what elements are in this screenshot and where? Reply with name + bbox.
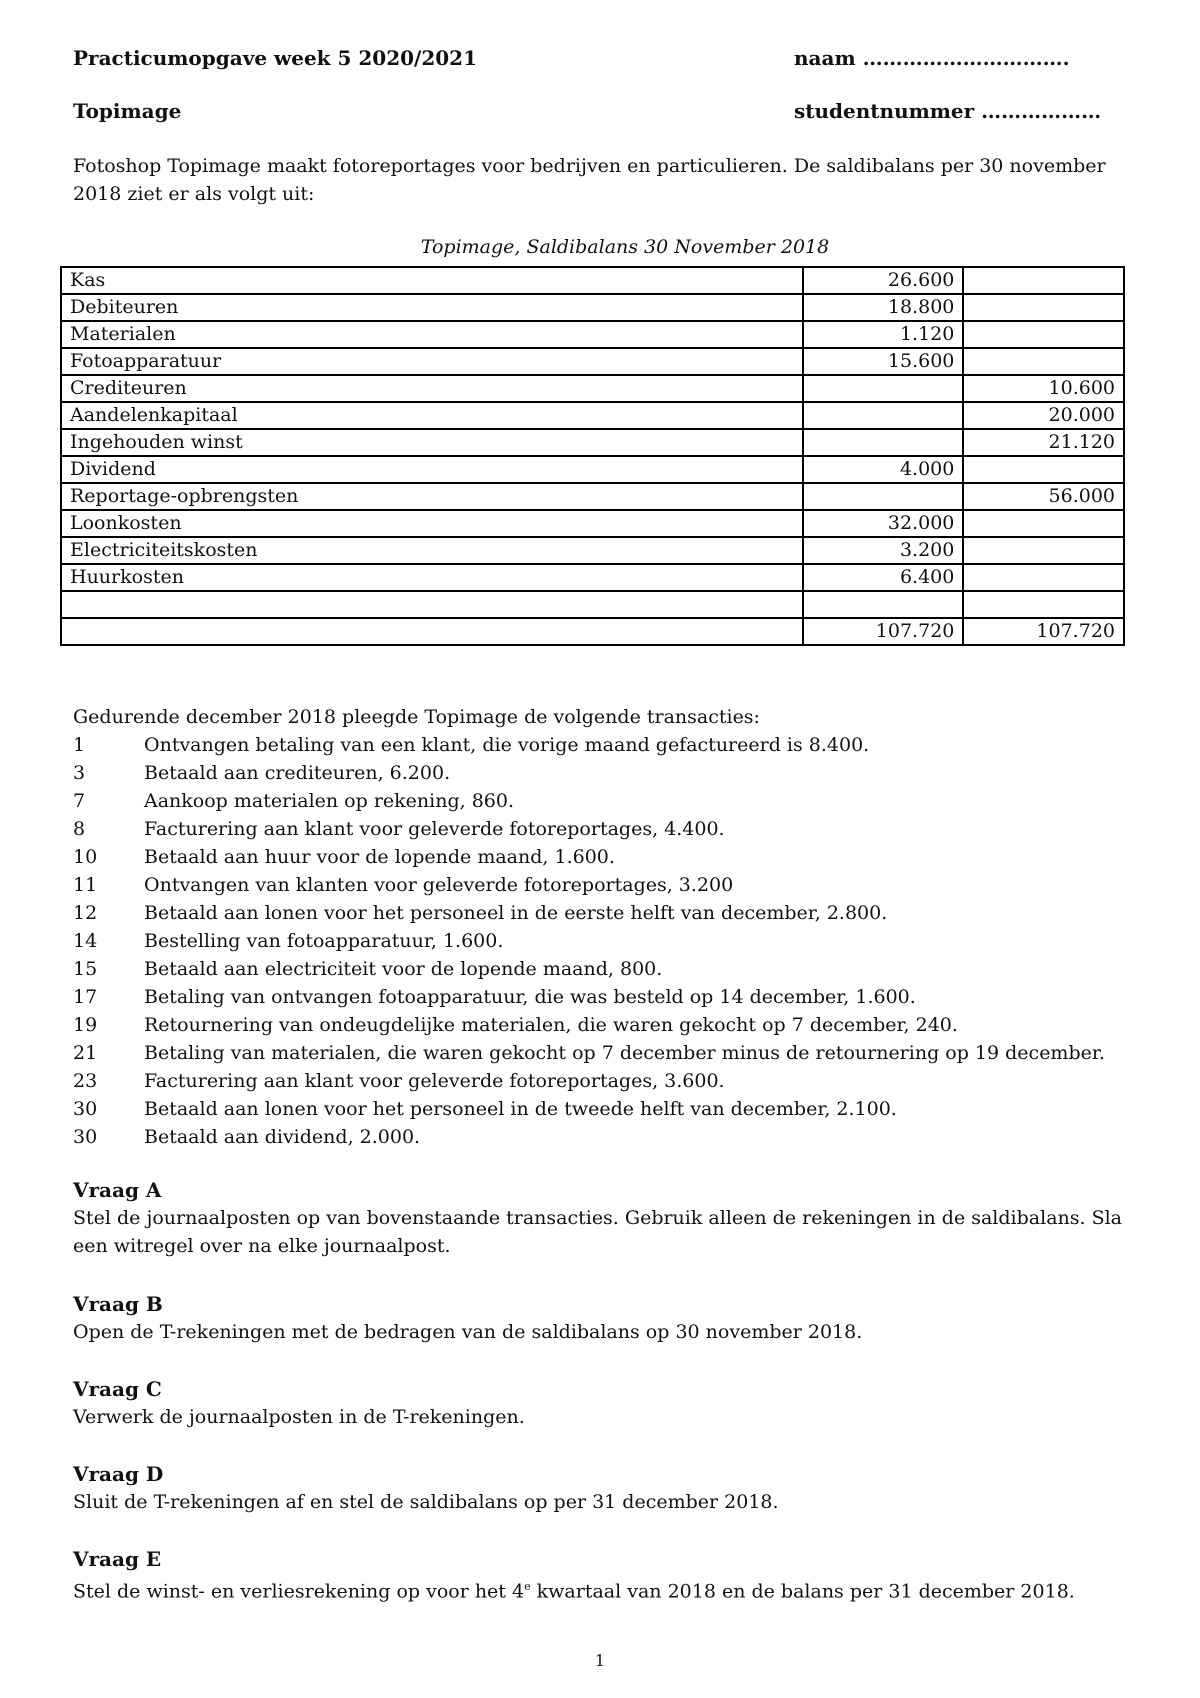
credit-cell: [963, 537, 1124, 564]
debit-cell: 3.200: [803, 537, 964, 564]
transaction-text: Betaald aan electriciteit voor de lopende maand, 800.: [144, 958, 663, 980]
transaction-day: 12: [73, 902, 98, 924]
list-item: [73, 787, 1105, 815]
debit-cell: 26.600: [803, 267, 964, 294]
table-row: [61, 402, 1124, 429]
question-d-text: Sluit de T-rekeningen af en stel de saldibalans op per 31 december 2018.: [73, 1491, 779, 1513]
transaction-text: Betaald aan crediteuren, 6.200.: [144, 762, 451, 784]
question-e-text-before: Stel de winst- en verliesrekening op voor het 4: [73, 1580, 525, 1603]
debit-cell: [803, 429, 964, 456]
list-item: [73, 731, 1105, 759]
question-d-title: Vraag D: [73, 1462, 164, 1486]
list-item: [73, 759, 1105, 787]
debit-cell: 6.400: [803, 564, 964, 591]
table-row: [61, 348, 1124, 375]
transaction-day: 7: [73, 790, 86, 812]
question-a: [73, 1176, 1133, 1260]
account-name-cell: Dividend: [61, 456, 803, 483]
table-row: [61, 564, 1124, 591]
transaction-text: Betaald aan huur voor de lopende maand, 1.600.: [144, 846, 615, 868]
balance-caption: Topimage, Saldibalans 30 November 2018: [420, 236, 830, 258]
debit-cell: [803, 375, 964, 402]
question-c: [73, 1375, 1133, 1431]
credit-cell: 21.120: [963, 429, 1124, 456]
total-debit-cell: 107.720: [803, 618, 964, 645]
list-item: [73, 899, 1105, 927]
table-row: [61, 483, 1124, 510]
list-item: [73, 1067, 1105, 1095]
list-item: [73, 815, 1105, 843]
table-row: [61, 591, 1124, 618]
transaction-text: Facturering aan klant voor geleverde fotoreportages, 4.400.: [144, 818, 725, 840]
question-a-line-1: Stel de journaalposten op van bovenstaande transacties. Gebruik alleen de rekeningen in de saldibalans. Sla: [73, 1207, 1123, 1229]
account-name-cell: Loonkosten: [61, 510, 803, 537]
account-name-cell: Debiteuren: [61, 294, 803, 321]
transaction-day: 19: [73, 1014, 98, 1036]
table-row: [61, 375, 1124, 402]
table-row: [61, 456, 1124, 483]
transaction-day: 3: [73, 762, 86, 784]
intro-paragraph: [73, 152, 1106, 208]
transaction-day: 11: [73, 874, 98, 896]
question-a-title: Vraag A: [73, 1178, 162, 1202]
credit-cell: [963, 321, 1124, 348]
transaction-day: 23: [73, 1070, 98, 1092]
transactions-list: [73, 731, 1105, 1151]
account-name-cell: [61, 591, 803, 618]
table-row: [61, 267, 1124, 294]
table-row: [61, 321, 1124, 348]
transaction-text: Betaald aan lonen voor het personeel in de tweede helft van december, 2.100.: [144, 1098, 897, 1120]
page-number: 1: [594, 1651, 606, 1670]
totals-label-cell: [61, 618, 803, 645]
credit-cell: 20.000: [963, 402, 1124, 429]
question-a-line-2: een witregel over na elke journaalpost.: [73, 1235, 451, 1257]
list-item: [73, 843, 1105, 871]
list-item: [73, 1123, 1105, 1151]
question-e-text: [73, 1573, 1133, 1605]
intro-line-1: Fotoshop Topimage maakt fotoreportages voor bedrijven en particulieren. De saldibalans per 30 november: [73, 155, 1106, 177]
list-item: [73, 1095, 1105, 1123]
table-row: [61, 429, 1124, 456]
question-b: [73, 1290, 1133, 1346]
debit-cell: 1.120: [803, 321, 964, 348]
transaction-day: 17: [73, 986, 98, 1008]
list-item: [73, 927, 1105, 955]
credit-cell: [963, 510, 1124, 537]
question-e-superscript: e: [524, 1580, 531, 1593]
transaction-day: 30: [73, 1098, 98, 1120]
transaction-text: Betaling van materialen, die waren gekocht op 7 december minus de retournering op 19 december.: [144, 1042, 1105, 1064]
question-e: [73, 1545, 1133, 1605]
account-name-cell: Ingehouden winst: [61, 429, 803, 456]
list-item: [73, 1011, 1105, 1039]
list-item: [73, 871, 1105, 899]
question-d: [73, 1460, 1133, 1516]
question-b-title: Vraag B: [73, 1292, 163, 1316]
transaction-text: Betaling van ontvangen fotoapparatuur, die was besteld op 14 december, 1.600.: [144, 986, 916, 1008]
transaction-text: Ontvangen betaling van een klant, die vorige maand gefactureerd is 8.400.: [144, 734, 870, 756]
credit-cell: [963, 591, 1124, 618]
account-name-cell: Kas: [61, 267, 803, 294]
debit-cell: 32.000: [803, 510, 964, 537]
debit-cell: 15.600: [803, 348, 964, 375]
credit-cell: [963, 294, 1124, 321]
trial-balance-table: [60, 266, 1125, 646]
account-name-cell: Fotoapparatuur: [61, 348, 803, 375]
transaction-text: Betaald aan lonen voor het personeel in de eerste helft van december, 2.800.: [144, 902, 888, 924]
document-title: Practicumopgave week 5 2020/2021: [73, 46, 478, 70]
transaction-text: Ontvangen van klanten voor geleverde fotoreportages, 3.200: [144, 874, 734, 896]
document-subtitle: Topimage: [73, 99, 182, 123]
credit-cell: [963, 348, 1124, 375]
credit-cell: [963, 456, 1124, 483]
credit-cell: [963, 564, 1124, 591]
transaction-day: 14: [73, 930, 98, 952]
account-name-cell: Electriciteitskosten: [61, 537, 803, 564]
transaction-text: Retournering van ondeugdelijke materialen, die waren gekocht op 7 december, 240.: [144, 1014, 958, 1036]
transaction-text: Bestelling van fotoapparatuur, 1.600.: [144, 930, 504, 952]
account-name-cell: Reportage-opbrengsten: [61, 483, 803, 510]
debit-cell: 18.800: [803, 294, 964, 321]
account-name-cell: Huurkosten: [61, 564, 803, 591]
list-item: [73, 983, 1105, 1011]
table-row: [61, 510, 1124, 537]
question-e-title: Vraag E: [73, 1547, 162, 1571]
question-b-text: Open de T-rekeningen met de bedragen van de saldibalans op 30 november 2018.: [73, 1321, 863, 1343]
debit-cell: [803, 483, 964, 510]
list-item: [73, 1039, 1105, 1067]
name-field-label: naam ………………………….: [794, 46, 1070, 70]
table-row: [61, 537, 1124, 564]
debit-cell: 4.000: [803, 456, 964, 483]
transactions-intro: Gedurende december 2018 pleegde Topimage de volgende transacties:: [73, 706, 760, 728]
transaction-text: Aankoop materialen op rekening, 860.: [144, 790, 515, 812]
table-row: [61, 294, 1124, 321]
debit-cell: [803, 402, 964, 429]
transaction-text: Facturering aan klant voor geleverde fotoreportages, 3.600.: [144, 1070, 725, 1092]
transaction-day: 1: [73, 734, 86, 756]
list-item: [73, 955, 1105, 983]
transaction-day: 30: [73, 1126, 98, 1148]
student-number-label: studentnummer ………………: [794, 99, 1102, 123]
transaction-day: 15: [73, 958, 98, 980]
intro-line-2: 2018 ziet er als volgt uit:: [73, 183, 315, 205]
account-name-cell: Aandelenkapitaal: [61, 402, 803, 429]
debit-cell: [803, 591, 964, 618]
credit-cell: 10.600: [963, 375, 1124, 402]
transaction-day: 10: [73, 846, 98, 868]
credit-cell: [963, 267, 1124, 294]
totals-row: [61, 618, 1124, 645]
question-c-text: Verwerk de journaalposten in de T-rekeningen.: [73, 1406, 525, 1428]
transaction-day: 21: [73, 1042, 98, 1064]
total-credit-cell: 107.720: [963, 618, 1124, 645]
question-c-title: Vraag C: [73, 1377, 162, 1401]
transaction-text: Betaald aan dividend, 2.000.: [144, 1126, 421, 1148]
account-name-cell: Crediteuren: [61, 375, 803, 402]
transaction-day: 8: [73, 818, 86, 840]
credit-cell: 56.000: [963, 483, 1124, 510]
account-name-cell: Materialen: [61, 321, 803, 348]
question-e-text-after: kwartaal van 2018 en de balans per 31 december 2018.: [530, 1580, 1075, 1603]
